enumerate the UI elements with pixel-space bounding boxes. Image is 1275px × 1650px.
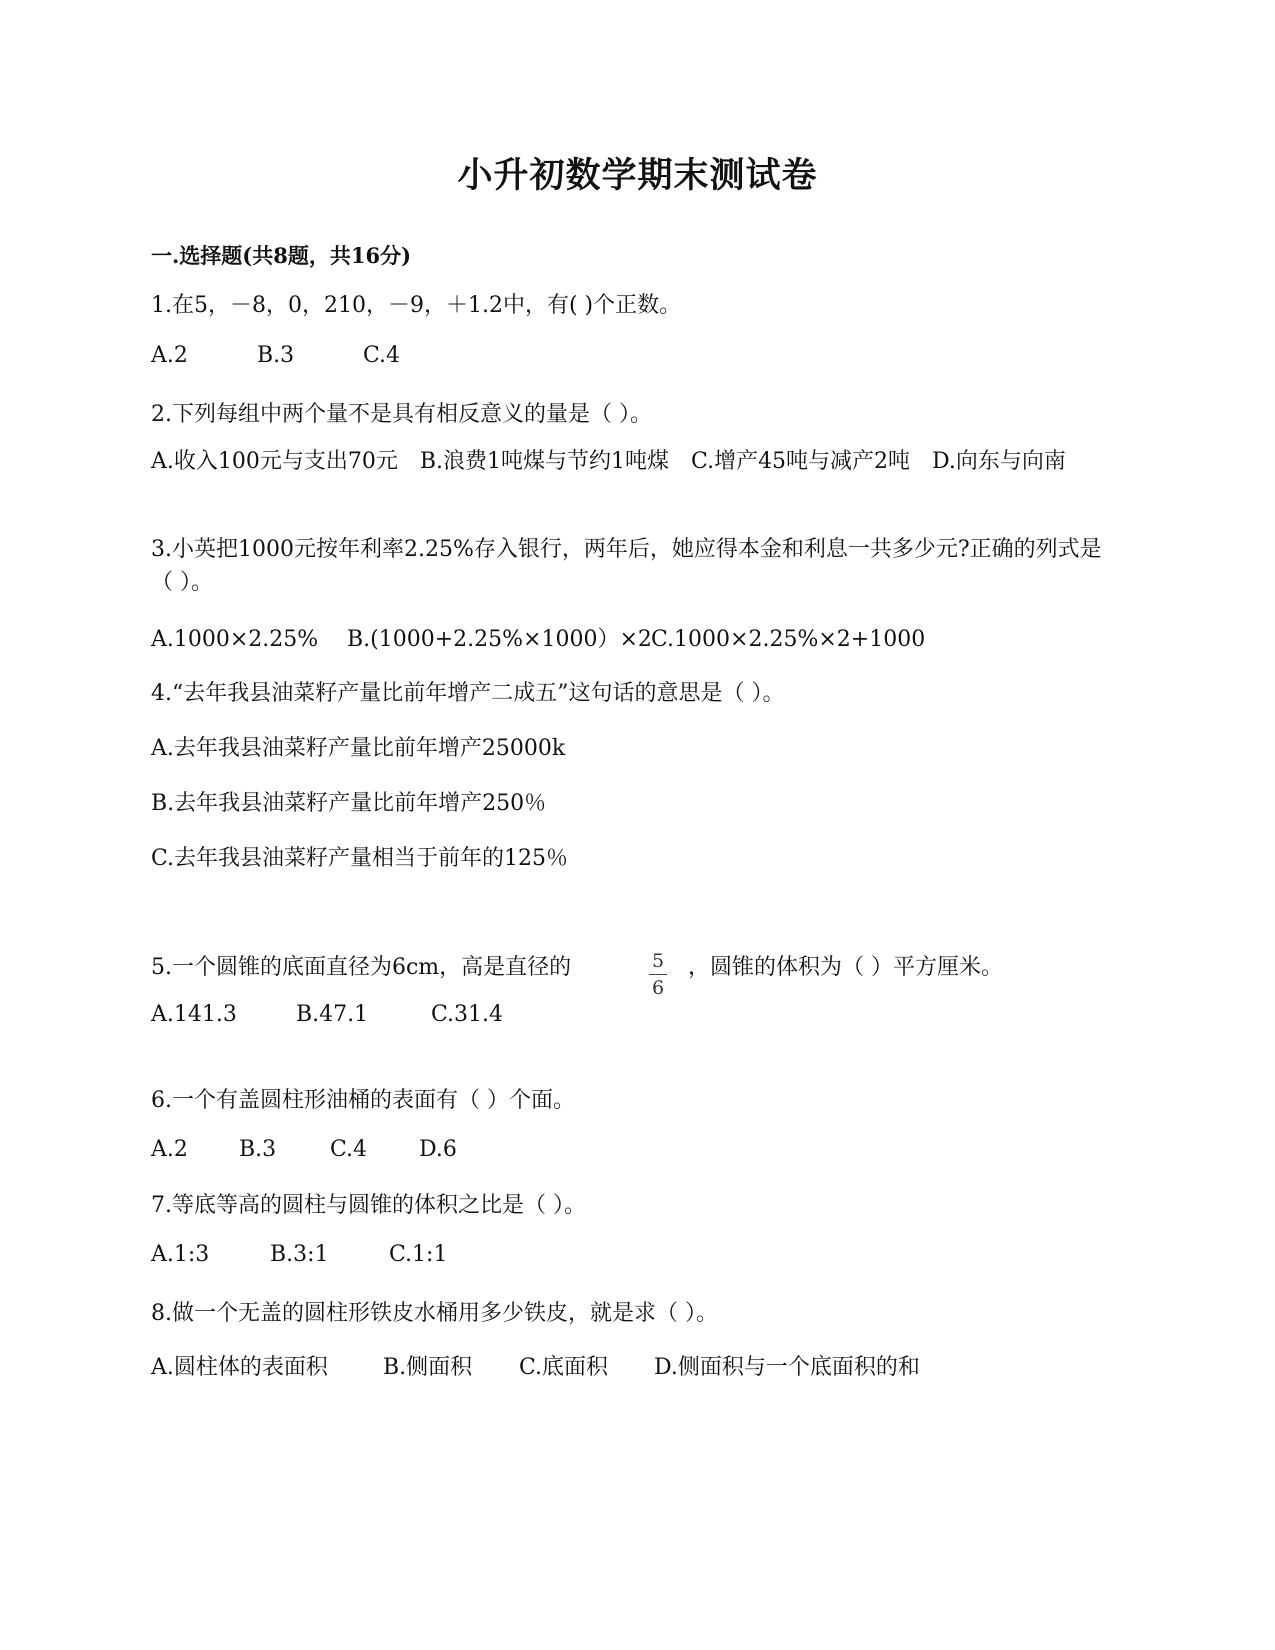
question-1-options: [151, 343, 400, 368]
option-a: A.圆柱体的表面积: [151, 1355, 328, 1380]
option-d: D.侧面积与一个底面积的和: [654, 1355, 920, 1380]
option-b: B.(1000+2.25%×1000）×2: [347, 627, 652, 652]
question-6-options: [151, 1137, 457, 1162]
question-4-option-b: B.去年我县油菜籽产量比前年增产250％: [151, 791, 547, 816]
option-b: B.47.1: [296, 1002, 369, 1027]
option-b: B.3: [239, 1137, 277, 1162]
option-c: C.4: [330, 1137, 368, 1162]
option-a: A.1:3: [151, 1242, 210, 1267]
option-a: A.2: [151, 1137, 188, 1162]
question-5-stem: [151, 950, 1003, 981]
option-b: B.3:1: [270, 1242, 329, 1267]
option-c: C.底面积: [519, 1355, 609, 1380]
question-2-options: A.收入100元与支出70元 B.浪费1吨煤与节约1吨煤 C.增产45吨与减产2吨 D.向东与向南: [151, 449, 1066, 474]
question-4-stem: 4.“去年我县油菜籽产量比前年增产二成五”这句话的意思是（ ）。: [151, 681, 785, 706]
section-heading: 一.选择题(共8题，共16分): [151, 243, 412, 268]
page-title: 小升初数学期末测试卷: [457, 155, 818, 196]
option-c: C.31.4: [431, 1002, 504, 1027]
option-c: C.1:1: [389, 1242, 448, 1267]
question-1-stem: 1.在5，－8，0，210，－9，＋1.2中，有( )个正数。: [151, 293, 682, 318]
option-b: B.3: [257, 343, 295, 368]
fraction-numerator: 5: [651, 950, 665, 972]
option-c: C.4: [363, 343, 401, 368]
question-4-option-c: C.去年我县油菜籽产量相当于前年的125％: [151, 846, 569, 871]
question-5-options: [151, 1002, 503, 1027]
option-d: D.6: [419, 1137, 457, 1162]
option-c: C.1000×2.25%×2+1000: [651, 627, 926, 652]
question-7-stem: 7.等底等高的圆柱与圆锥的体积之比是（ ）。: [151, 1193, 586, 1218]
question-3-options: [151, 622, 925, 653]
question-2-stem: 2.下列每组中两个量不是具有相反意义的量是（ ）。: [151, 402, 652, 427]
question-5-stem-before: 5.一个圆锥的底面直径为6cm，高是直径的: [151, 955, 572, 980]
question-8-options: [151, 1350, 920, 1381]
question-8-stem: 8.做一个无盖的圆柱形铁皮水桶用多少铁皮，就是求（ ）。: [151, 1301, 718, 1326]
question-6-stem: 6.一个有盖圆柱形油桶的表面有（ ）个面。: [151, 1088, 575, 1113]
option-a: A.2: [151, 343, 188, 368]
question-5-stem-after: ，圆锥的体积为（ ）平方厘米。: [688, 955, 1003, 980]
option-a: A.1000×2.25%: [151, 627, 319, 652]
fraction-denominator: 6: [651, 977, 665, 999]
option-b: B.侧面积: [383, 1355, 473, 1380]
question-7-options: [151, 1242, 447, 1267]
question-3-stem: 3.小英把1000元按年利率2.25%存入银行，两年后，她应得本金和利息一共多少元?正确的列式是（ ）。: [151, 537, 1102, 595]
question-4-option-a: A.去年我县油菜籽产量比前年增产25000k: [151, 736, 566, 761]
option-a: A.141.3: [151, 1002, 237, 1027]
